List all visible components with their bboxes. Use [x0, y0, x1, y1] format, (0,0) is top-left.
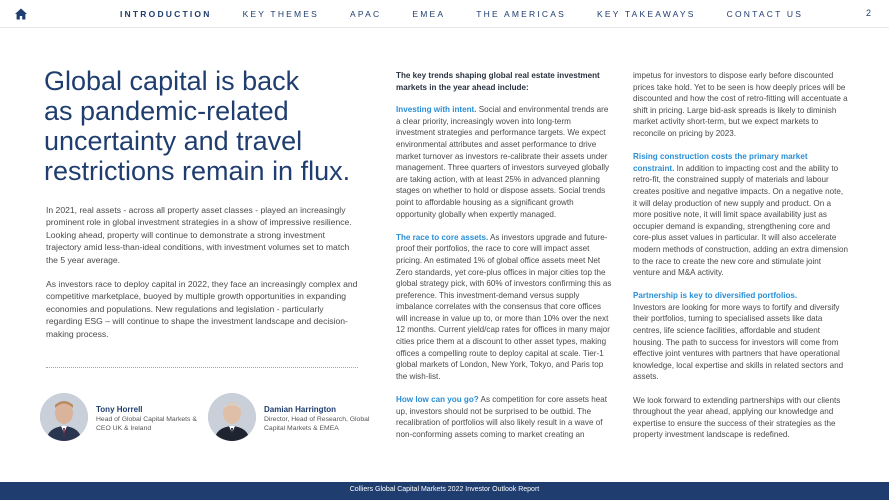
- home-icon[interactable]: [14, 7, 28, 21]
- author-title: Director, Head of Research, Global Capital Markets & EMEA: [264, 416, 370, 432]
- trend-paragraph: [396, 104, 612, 220]
- author-details: [96, 404, 206, 433]
- trend-paragraph: [633, 151, 849, 279]
- nav-emea[interactable]: EMEA: [412, 9, 446, 19]
- trend-paragraph: [396, 394, 612, 440]
- trend-body: In addition to impacting cost and the ability to retro-fit, the constrained supply of materials and labour creates positive and negative impacts. On a negative note, it will delay production of new supply and product. On a more positive note, it will limit space availability just as occupier demand is expanding, strengthening core and core-plus asset values in particular. It will also accelerate modern methods of construction, adding an extra dimension to the race to create the new core and stimulate joint venture and M&A activity.: [633, 163, 849, 278]
- nav-key-takeaways[interactable]: KEY TAKEAWAYS: [596, 9, 696, 19]
- trend-heading: How low can you go?: [396, 395, 479, 405]
- nav-key-themes[interactable]: KEY THEMES: [242, 9, 320, 19]
- intro-paragraph-1: In 2021, real assets - across all property asset classes - played an increasingly prominent role in global investment strategies in a show of impressive resilience. Looking ahead, property will continue to demonstrate a strong investment trajectory amid less-than-ideal conditions, with investment volumes set to match the 5 year average.: [46, 205, 352, 265]
- headline-rest: as pandemic-related uncertainty and travel restrictions remain in flux.: [44, 96, 351, 186]
- trend-paragraph: impetus for investors to dispose early before discounted prices take hold. Yet to be seen is how deeply prices will be discounted and how the cost of retro-fitting will accentuate a shift in pricing. Large bid-ask spreads is likely to diminish market activity short-term, but we expect markets to reconcile on pricing by 2023.: [633, 71, 848, 138]
- text-column-right: [633, 70, 849, 453]
- intro-paragraph-2: As investors race to deploy capital in 2022, they face an increasingly complex and competitive marketplace, buoyed by multiple growth opportunities in expanding economies and populations. New regulations and legislation - particularly regarding ESG – will continue to shape the investment landscape and decision-making process.: [46, 279, 358, 339]
- divider: [46, 367, 358, 368]
- nav-apac[interactable]: APAC: [350, 9, 382, 19]
- trend-heading: Investing with intent.: [396, 105, 477, 115]
- author-title: Head of Global Capital Markets & CEO UK & Ireland: [96, 416, 197, 432]
- author-details: [264, 404, 374, 433]
- top-navigation-bar: [0, 0, 889, 28]
- author-card: [40, 393, 200, 445]
- trend-body: As competition for core assets heat up, investors should not be surprised to be outbid. The recalibration of portfolios will also likely result in a wave of non-conforming assets coming to market creating an: [396, 395, 607, 439]
- trend-heading: Partnership is key to diversified portfolios.: [633, 291, 798, 301]
- footer-title: Colliers Global Capital Markets 2022 Investor Outlook Report: [349, 486, 540, 493]
- nav-contact-us[interactable]: CONTACT US: [726, 9, 804, 19]
- trend-paragraph: [633, 290, 849, 383]
- author-card: [208, 393, 368, 445]
- footer-bar: [0, 482, 889, 500]
- avatar: [208, 393, 256, 441]
- text-column-middle: [396, 70, 612, 452]
- trend-body: Social and environmental trends are a clear priority, increasingly woven into long-term investment strategies and performance targets. We expect environmental attributes and asset performance to drive market turnover as investors re-calibrate their assets under management. Three quarters of investors surveyed globally are taking action, with at least 25% in advanced planning stages on whether to hold or dispose assets. Social trends point to affordable housing as a significant growth opportunity globally when expertly managed.: [396, 105, 610, 219]
- nav-the-americas[interactable]: THE AMERICAS: [476, 9, 566, 19]
- headline-lead: Global capital is back: [44, 66, 300, 96]
- closing-paragraph: We look forward to extending partnerships with our clients throughout the year ahead, applying our knowledge and expertise to ensure the success of their strategies as the property investment landscape is redefined.: [633, 395, 841, 440]
- trend-heading: The race to core assets.: [396, 232, 489, 242]
- section-nav: [120, 0, 834, 28]
- trends-intro: The key trends shaping global real estate investment markets in the year ahead include:: [396, 71, 600, 92]
- page-number: 2: [865, 8, 871, 18]
- trend-body: Investors are looking for more ways to fortify and diversify their portfolios, turning to specialised assets like data centres, life science facilities, affordable and student housing. The path to success for investors will come from effective joint ventures with partners that have operational knowledge, local expertise and skills in related sectors and assets.: [633, 302, 844, 382]
- page-headline: [44, 66, 374, 186]
- author-name: Tony Horrell: [96, 405, 143, 414]
- nav-introduction[interactable]: INTRODUCTION: [120, 9, 212, 19]
- avatar: [40, 393, 88, 441]
- author-name: Damian Harrington: [264, 405, 337, 414]
- trend-heading: Rising construction costs the primary market constraint.: [633, 152, 808, 173]
- trend-paragraph: [396, 232, 612, 383]
- trend-body: As investors upgrade and future-proof their portfolios, the race to core will impact asset pricing. An estimated 1% of global office assets meet Net Zero standards, yet core-plus offices in major cities top the global strategy pick, with 60% of investors confirming this as preference. This investment-demand versus supply imbalance correlates with the consensus that core offices will increase in value up to, or more than 10% over the next 12 months. Current yield/cap rates for offices in many major cities price them at a discount to other asset types, making offices a compelling route to deploy capital at scale. Tier-1 global markets of London, New York, Tokyo, and Paris top the wish-list.: [396, 232, 612, 381]
